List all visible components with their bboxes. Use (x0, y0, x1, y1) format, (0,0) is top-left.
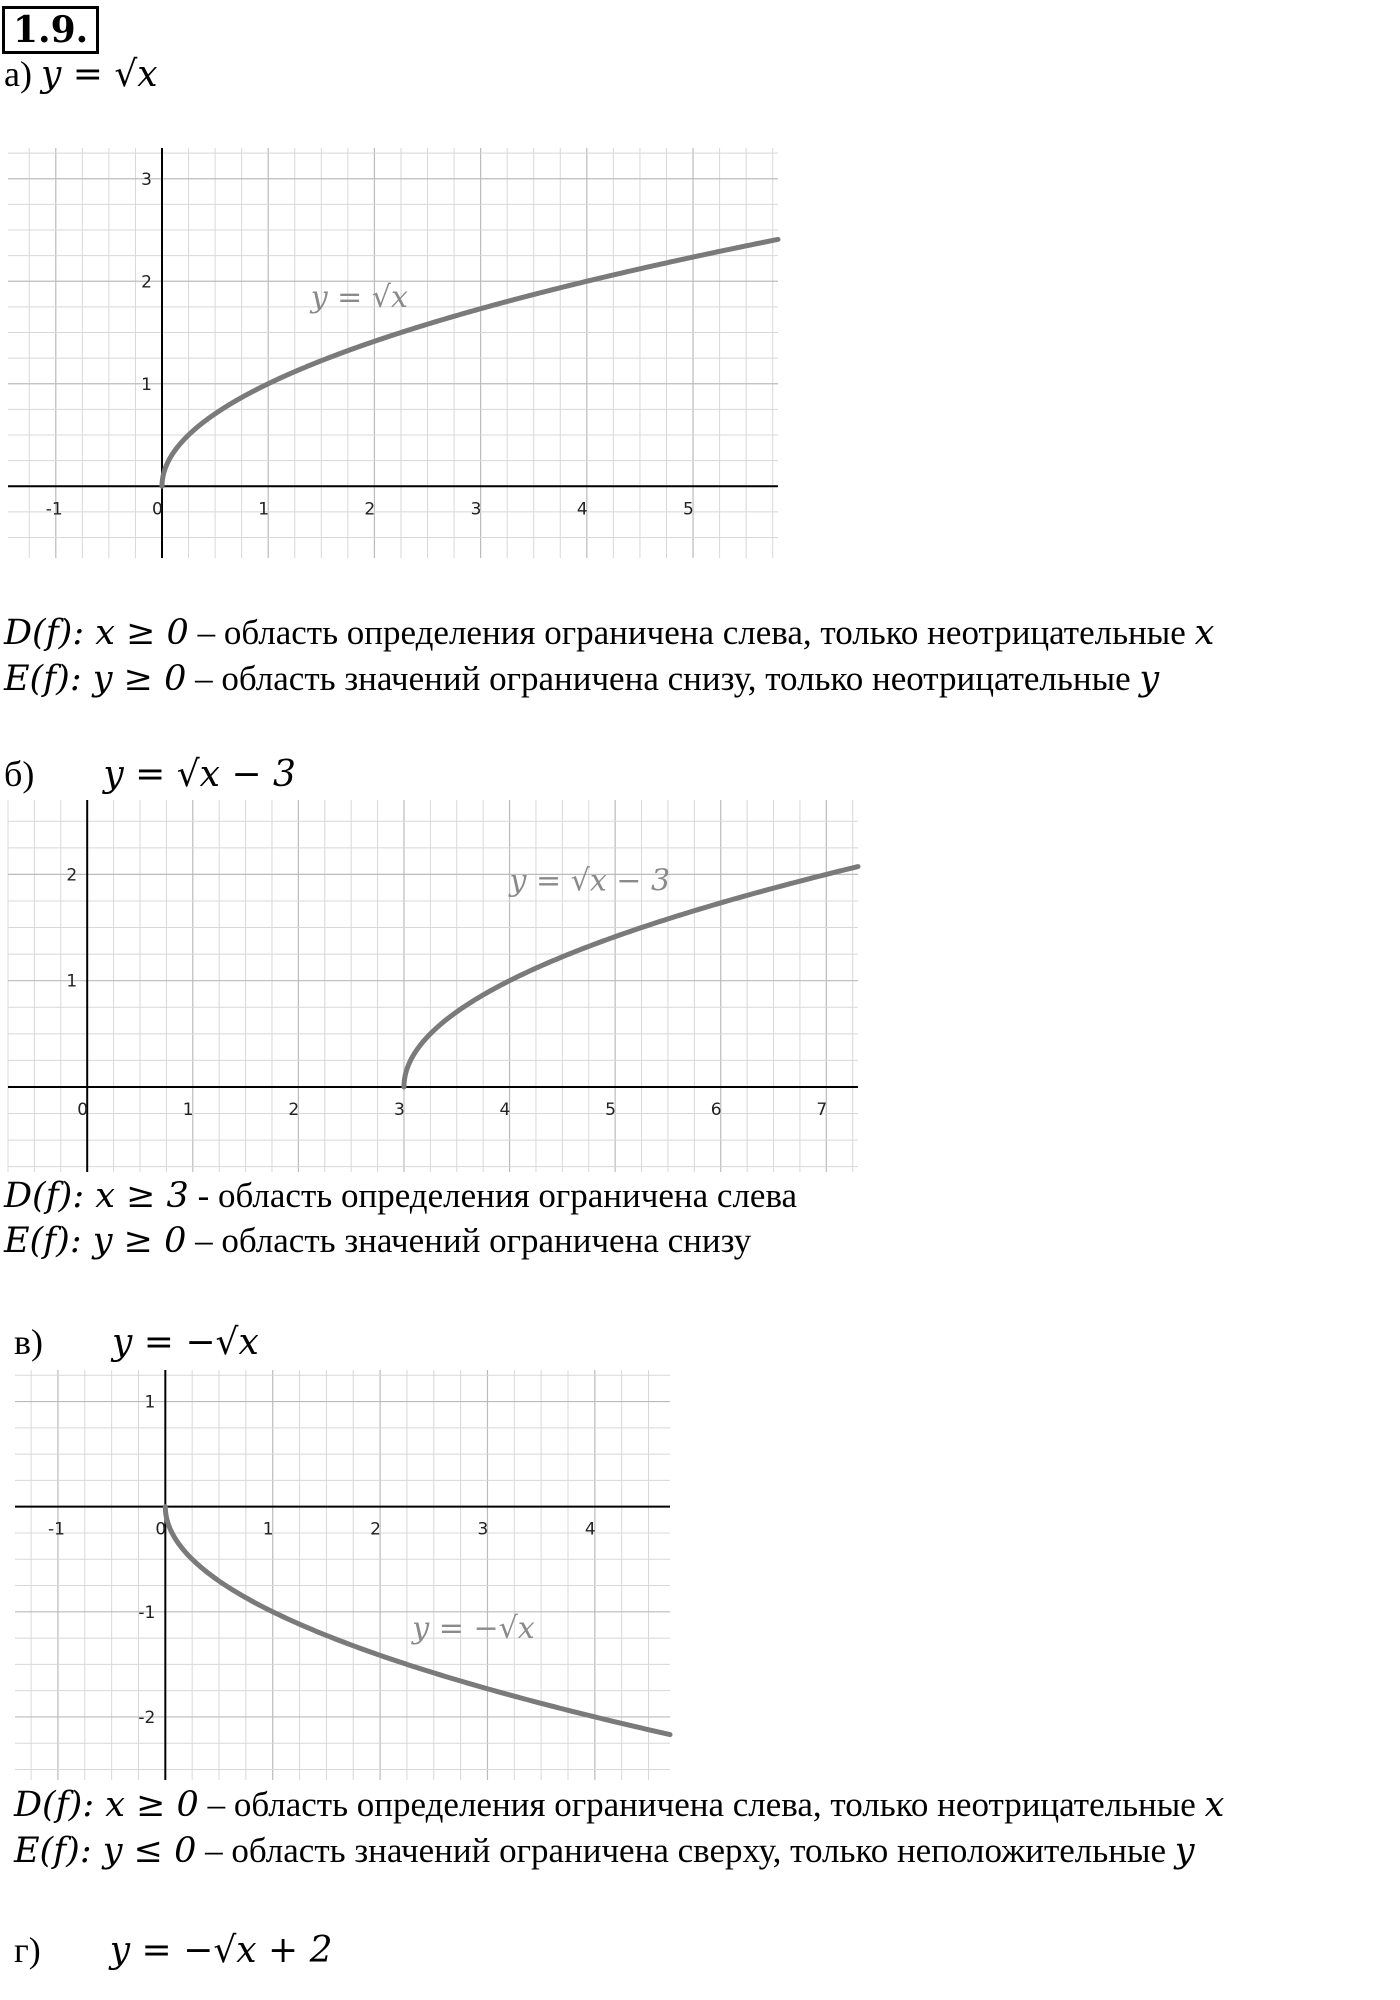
section-g-formula: y = −√x + 2 (109, 1930, 333, 1971)
x-tick-label: 2 (364, 499, 376, 520)
section-b-heading (4, 752, 296, 797)
problem-number: 1.9. (2, 6, 99, 54)
y-tick-label: 3 (141, 169, 152, 190)
section-b-prefix: б) (4, 754, 35, 794)
x-tick-label: 5 (683, 499, 694, 520)
x-tick-label: 0 (152, 499, 163, 520)
y-tick-label: 1 (144, 1392, 156, 1413)
section-g-heading (14, 1928, 333, 1973)
y-tick-label: -1 (138, 1602, 156, 1623)
section-a-domain (4, 612, 1214, 654)
x-tick-label: 4 (576, 499, 588, 520)
function-curve (162, 239, 778, 486)
curve-label: y = √x (310, 279, 408, 315)
x-tick-label: 3 (393, 1099, 405, 1120)
y-tick-label: 1 (66, 971, 78, 992)
section-a-range (4, 658, 1159, 700)
x-tick-label: 2 (288, 1099, 300, 1120)
section-v-prefix: в) (14, 1322, 43, 1362)
x-tick-label: 7 (816, 1099, 828, 1120)
x-tick-label: 4 (584, 1519, 596, 1540)
x-tick-label: 3 (477, 1519, 489, 1540)
section-g-prefix: г) (14, 1930, 41, 1970)
graph-sqrt-x (8, 148, 778, 558)
range-var: y (1139, 659, 1160, 699)
domain-math: D(f): x ≥ 0 (4, 613, 189, 653)
range-text: – область значений ограничена снизу, только неотрицательные (186, 659, 1140, 698)
domain-math: D(f): x ≥ 0 (14, 1785, 199, 1825)
graph-minus-sqrt-x (15, 1370, 670, 1780)
section-a-heading (4, 52, 158, 97)
domain-text: - область определения ограничена слева (188, 1176, 798, 1215)
function-curve (404, 867, 858, 1087)
x-tick-label: 1 (182, 1099, 194, 1120)
x-tick-label: 1 (258, 499, 270, 520)
y-tick-label: 1 (141, 374, 152, 395)
x-tick-label: 1 (262, 1519, 274, 1540)
section-a-formula: y = √x (40, 54, 158, 95)
x-tick-label: 6 (710, 1099, 722, 1120)
section-v-range (14, 1830, 1195, 1872)
section-b-formula: y = √x − 3 (103, 754, 296, 795)
range-text: – область значений ограничена снизу (186, 1221, 752, 1260)
curve-label: y = −√x (412, 1611, 535, 1647)
y-tick-label: -2 (138, 1707, 156, 1728)
section-v-heading (14, 1320, 259, 1365)
x-tick-label: 0 (155, 1519, 167, 1540)
range-var: y (1174, 1831, 1195, 1871)
range-math: E(f): y ≥ 0 (4, 1221, 187, 1261)
section-v-domain (14, 1784, 1224, 1826)
y-tick-label: 2 (141, 272, 152, 293)
range-text: – область значений ограничена сверху, только неположительные (196, 1831, 1175, 1870)
section-b-domain (4, 1175, 797, 1217)
x-tick-label: 0 (77, 1099, 89, 1120)
graph-sqrt-x-minus-3 (8, 800, 858, 1172)
x-tick-label: -1 (45, 499, 63, 520)
y-tick-label: 2 (66, 865, 78, 886)
range-math: E(f): y ≤ 0 (14, 1831, 197, 1871)
x-tick-label: -1 (47, 1519, 65, 1540)
domain-var: x (1194, 613, 1215, 653)
domain-text: – область определения ограничена слева, только неотрицательные (198, 1785, 1205, 1824)
section-b-range (4, 1220, 751, 1262)
x-tick-label: 5 (605, 1099, 616, 1120)
section-v-formula: y = −√x (112, 1322, 259, 1363)
range-math: E(f): y ≥ 0 (4, 659, 187, 699)
domain-math: D(f): x ≥ 3 (4, 1176, 189, 1216)
section-a-prefix: а) (4, 54, 32, 94)
domain-var: x (1204, 1785, 1225, 1825)
x-tick-label: 4 (499, 1099, 511, 1120)
domain-text: – область определения ограничена слева, только неотрицательные (188, 613, 1195, 652)
curve-label: y = √x − 3 (509, 863, 671, 899)
x-tick-label: 3 (470, 499, 482, 520)
x-tick-label: 2 (370, 1519, 381, 1540)
